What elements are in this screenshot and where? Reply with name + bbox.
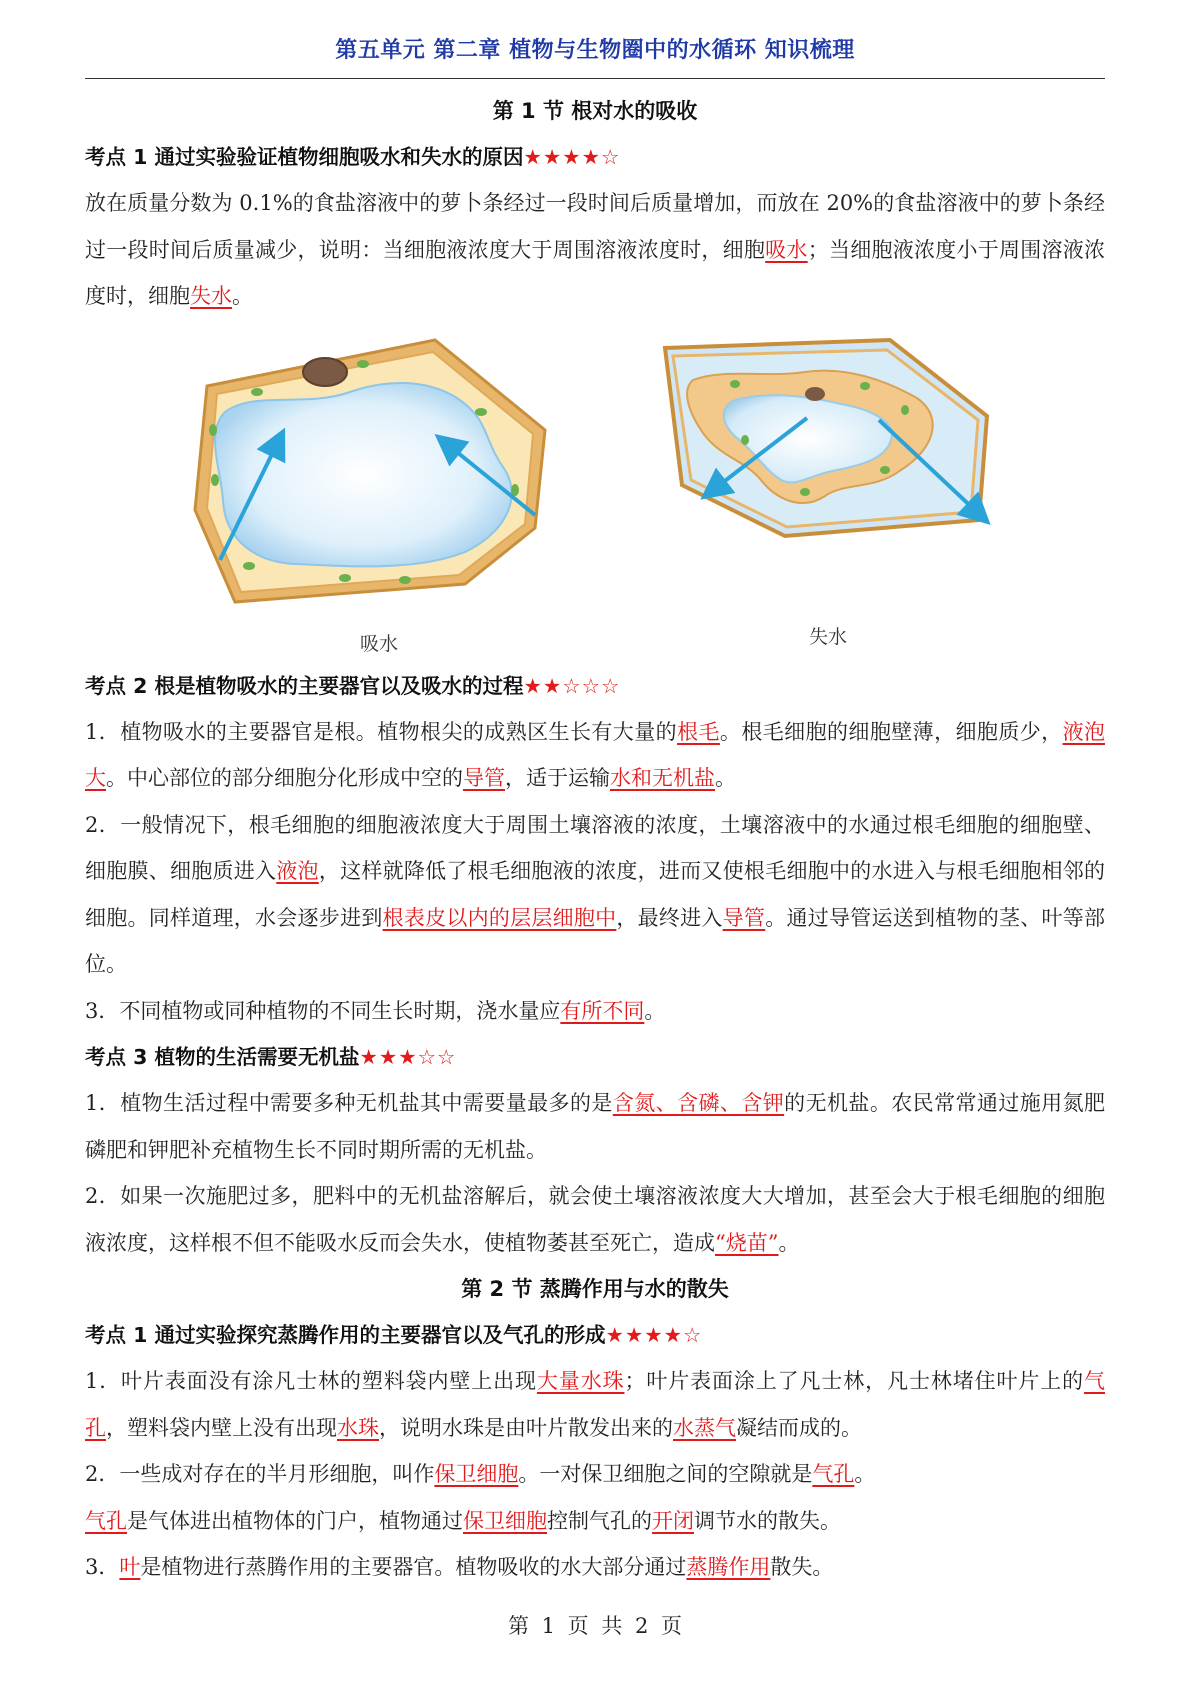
text: 3． — [85, 1555, 120, 1579]
kp-1-3-heading — [85, 1034, 1105, 1080]
absorb-label: 吸水 — [359, 632, 399, 655]
kp-1-2-item-2 — [85, 802, 1105, 988]
kp-1-1-heading — [85, 134, 1105, 180]
kp-title: 考点 1 通过实验探究蒸腾作用的主要器官以及气孔的形成 — [85, 1323, 606, 1347]
text: 1．叶片表面没有涂凡士林的塑料袋内壁上出现 — [85, 1369, 537, 1393]
text: 是植物进行蒸腾作用的主要器官。植物吸收的水大部分通过 — [140, 1555, 687, 1579]
answer: 液泡大 — [85, 719, 1106, 790]
text: 的无机盐。农民常常通过施用氮肥磷肥和钾肥补充植物生长不同时期所需的无机盐。 — [85, 1091, 1106, 1162]
answer: 含氮、含磷、含钾 — [612, 1091, 785, 1115]
text: 。 — [644, 998, 666, 1023]
importance-stars: ★★☆☆☆ — [523, 673, 621, 698]
text: 。一对保卫细胞之间的空隙就是 — [518, 1462, 813, 1486]
kp-2-1-item-2 — [85, 1451, 1105, 1498]
kp-title: 考点 3 植物的生活需要无机盐 — [85, 1045, 360, 1069]
text: 3．不同植物或同种植物的不同生长时期，浇水量应 — [85, 998, 561, 1023]
text: 。 — [778, 1230, 800, 1255]
text: 。中心部位的部分细胞分化形成中空的 — [106, 766, 463, 790]
cell-diagram — [85, 320, 1105, 663]
answer: 开闭 — [652, 1508, 694, 1533]
answer: 导管 — [463, 766, 505, 790]
answer: 保卫细胞 — [463, 1508, 547, 1533]
text: ，塑料袋内壁上没有出现 — [106, 1415, 337, 1440]
text: 1．植物吸水的主要器官是根。植物根尖的成熟区生长有大量的 — [85, 719, 678, 744]
kp-2-1-heading — [85, 1312, 1105, 1358]
text: 。 — [232, 284, 253, 308]
document-title: 第五单元 第二章 植物与生物圈中的水循环 知识梳理 — [335, 38, 855, 63]
kp-1-2-item-1 — [85, 709, 1105, 802]
text: 。 — [854, 1462, 876, 1486]
text: ；叶片表面涂上了凡士林，凡士林堵住叶片上的 — [624, 1369, 1085, 1393]
section-2-title: 第 2 节 蒸腾作用与水的散失 — [461, 1277, 729, 1301]
answer: 蒸腾作用 — [686, 1555, 771, 1579]
kp-title: 考点 1 通过实验验证植物细胞吸水和失水的原因 — [85, 145, 524, 169]
kp-1-1-text — [85, 180, 1105, 320]
page-number: 第 1 页 共 2 页 — [507, 1614, 683, 1638]
text: 调节水的散失。 — [694, 1508, 841, 1533]
answer: 根毛 — [677, 719, 720, 744]
turgid-cell — [195, 340, 545, 602]
kp-1-2-heading — [85, 663, 1105, 709]
text: 。根毛细胞的细胞壁薄，细胞质少， — [719, 719, 1063, 744]
answer: 根表皮以内的层层细胞中 — [382, 905, 617, 930]
text: ，这样就降低了根毛细胞液的浓度，进而又使根毛细胞中的水进入与根毛细胞相邻的细胞。同样道理，水会逐步进到 — [85, 859, 1106, 930]
text: 是气体进出植物体的门户，植物通过 — [127, 1508, 463, 1533]
text: ，说明水珠是由叶片散发出来的 — [379, 1415, 673, 1440]
answer: “烧苗” — [715, 1230, 779, 1255]
answer: 大量水珠 — [536, 1369, 625, 1393]
text: 控制气孔的 — [547, 1508, 652, 1533]
text: 散失。 — [770, 1555, 834, 1579]
kp-2-1-item-3 — [85, 1544, 1105, 1591]
header-divider — [85, 78, 1105, 79]
kp-2-1-item-1 — [85, 1358, 1105, 1451]
answer: 保卫细胞 — [434, 1462, 519, 1486]
text: 。通过导管运送到植物的茎、叶等部位。 — [85, 905, 1106, 976]
text: 2．一般情况下，根毛细胞的细胞液浓度大于周围土壤溶液的浓度，土壤溶液中的水通过根毛细胞的细胞壁、细胞膜、细胞质进入 — [85, 812, 1105, 883]
answer: 失水 — [190, 284, 232, 308]
text: 放在质量分数为 0.1%的食盐溶液中的萝卜条经过一段时间后质量增加，而放在 20%的食盐溶液中的萝卜条经过一段时间后质量减少，说明：当细胞液浓度大于周围溶液浓度时，细胞 — [85, 191, 1105, 262]
document-body — [85, 88, 1105, 1591]
answer: 吸水 — [765, 237, 808, 262]
answer: 叶 — [119, 1555, 141, 1579]
answer: 气孔 — [85, 1369, 1106, 1440]
plasmolysed-cell — [665, 340, 987, 536]
text: 2．如果一次施肥过多，肥料中的无机盐溶解后，就会使土壤溶液浓度大大增加，甚至会大于根毛细胞的细胞液浓度，这样根不但不能吸水反而会失水，使植物萎甚至死亡，造成 — [85, 1184, 1105, 1255]
answer: 有所不同 — [560, 998, 645, 1023]
kp-1-2-item-3 — [85, 988, 1105, 1035]
answer: 水和无机盐 — [610, 766, 715, 790]
answer: 液泡 — [276, 859, 319, 883]
answer: 气孔 — [85, 1508, 127, 1533]
cell-water-figure — [85, 320, 1105, 663]
text: ，适于运输 — [505, 766, 610, 790]
section-1-title: 第 1 节 根对水的吸收 — [492, 99, 698, 123]
answer: 导管 — [722, 905, 766, 930]
kp-2-1-item-2-cont — [85, 1498, 1105, 1545]
answer: 水珠 — [337, 1415, 379, 1440]
importance-stars: ★★★★☆ — [605, 1323, 703, 1347]
answer: 气孔 — [812, 1462, 855, 1486]
text: 。 — [715, 766, 736, 790]
text: 凝结而成的。 — [736, 1415, 862, 1440]
importance-stars: ★★★★☆ — [523, 145, 621, 169]
kp-title: 考点 2 根是植物吸水的主要器官以及吸水的过程 — [85, 673, 524, 698]
kp-1-3-item-2 — [85, 1173, 1105, 1266]
text: ；当细胞液浓度小于周围溶液浓度时，细胞 — [85, 237, 1106, 308]
text: 1．植物生活过程中需要多种无机盐其中需要量最多的是 — [85, 1091, 613, 1115]
lose-label: 失水 — [808, 625, 848, 648]
answer: 水蒸气 — [673, 1415, 736, 1440]
text: 2．一些成对存在的半月形细胞，叫作 — [85, 1462, 435, 1486]
importance-stars: ★★★☆☆ — [359, 1045, 457, 1069]
kp-1-3-item-1 — [85, 1080, 1105, 1173]
text: ，最终进入 — [616, 905, 723, 930]
